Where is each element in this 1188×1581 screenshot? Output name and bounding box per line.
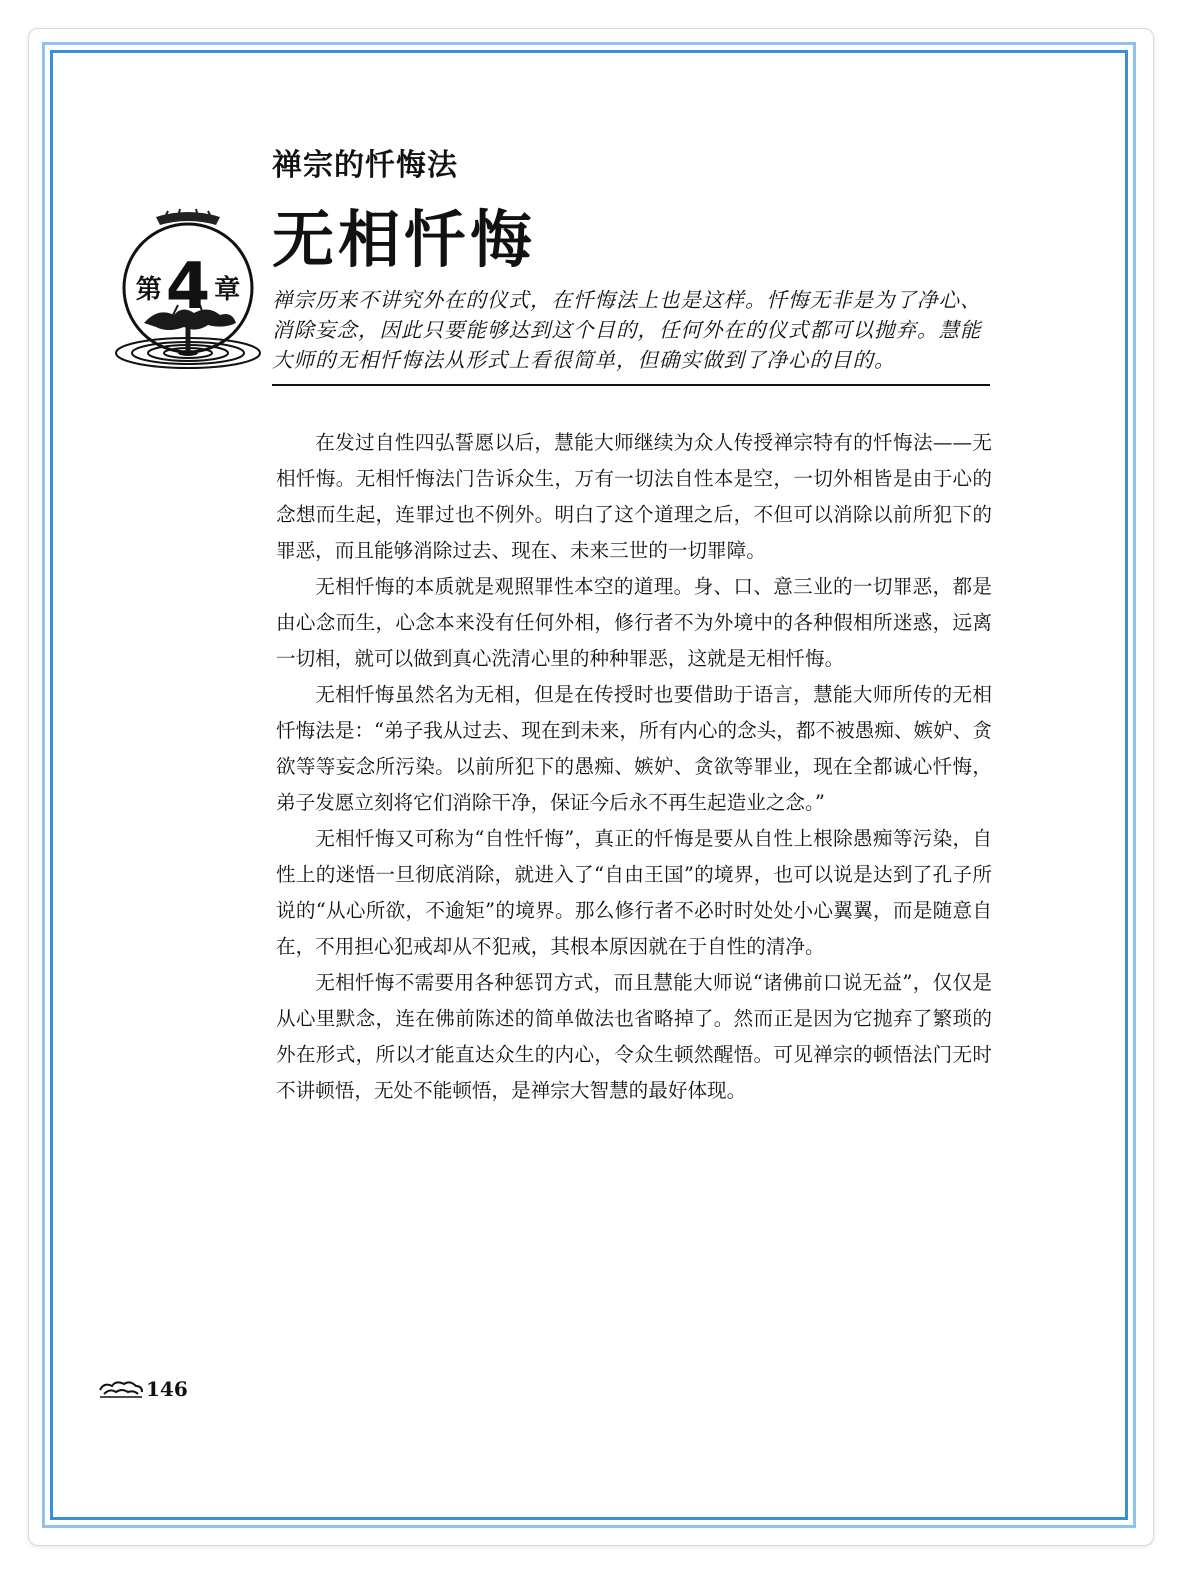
body-text <box>276 425 992 1109</box>
header-divider <box>272 384 990 386</box>
paragraph: 无相忏悔不需要用各种惩罚方式，而且慧能大师说“诸佛前口说无益”，仅仅是从心里默念，连在佛前陈述的简单做法也省略掉了。然而正是因为它抛弃了繁琐的外在形式，所以才能直达众生的内心，令众生顿然醒悟。可见禅宗的顿悟法门无时不讲顿悟，无处不能顿悟，是禅宗大智慧的最好体现。 <box>276 971 992 1102</box>
chapter-prefix: 第 <box>135 274 162 305</box>
chapter-number-label <box>120 247 256 327</box>
paragraph: 无相忏悔的本质就是观照罪性本空的道理。身、口、意三业的一切罪恶，都是由心念而生，心念本来没有任何外相，修行者不为外境中的各种假相所迷惑，远离一切相，就可以做到真心洗清心里的种种罪恶，这就是无相忏悔。 <box>276 575 992 670</box>
chapter-emblem <box>108 205 268 385</box>
page-number: 146 <box>146 1377 188 1401</box>
cloud-scroll-icon <box>98 1378 144 1400</box>
chapter-suffix: 章 <box>214 274 241 305</box>
page-footer <box>98 1374 188 1404</box>
chapter-number: 4 <box>165 250 211 324</box>
paragraph: 无相忏悔又可称为“自性忏悔”，真正的忏悔是要从自性上根除愚痴等污染，自性上的迷悟一旦彻底消除，就进入了“自由王国”的境界，也可以说是达到了孔子所说的“从心所欲，不逾矩”的境界。那么修行者不必时时处处小心翼翼，而是随意自在，不用担心犯戒却从不犯戒，其根本原因就在于自性的清净。 <box>276 827 992 958</box>
paragraph: 在发过自性四弘誓愿以后，慧能大师继续为众人传授禅宗特有的忏悔法——无相忏悔。无相忏悔法门告诉众生，万有一切法自性本是空，一切外相皆是由于心的念想而生起，连罪过也不例外。明白了这个道理之后，不但可以消除以前所犯下的罪恶，而且能够消除过去、现在、未来三世的一切罪障。 <box>276 431 992 562</box>
chapter-subtitle: 禅宗的忏悔法 <box>272 148 458 183</box>
paragraph: 无相忏悔虽然名为无相，但是在传授时也要借助于语言，慧能大师所传的无相忏悔法是：“弟子我从过去、现在到未来，所有内心的念头，都不被愚痴、嫉妒、贪欲等等妄念所污染。以前所犯下的愚痴、嫉妒、贪欲等罪业，现在全都诚心忏悔，弟子发愿立刻将它们消除干净，保证今后永不再生起造业之念。” <box>276 683 992 814</box>
chapter-title: 无相忏悔 <box>272 203 537 276</box>
chapter-intro: 禅宗历来不讲究外在的仪式，在忏悔法上也是这样。忏悔无非是为了净心、消除妄念，因此只要能够达到这个目的，任何外在的仪式都可以抛弃。慧能大师的无相忏悔法从形式上看很简单，但确实做到了净心的目的。 <box>272 288 982 372</box>
